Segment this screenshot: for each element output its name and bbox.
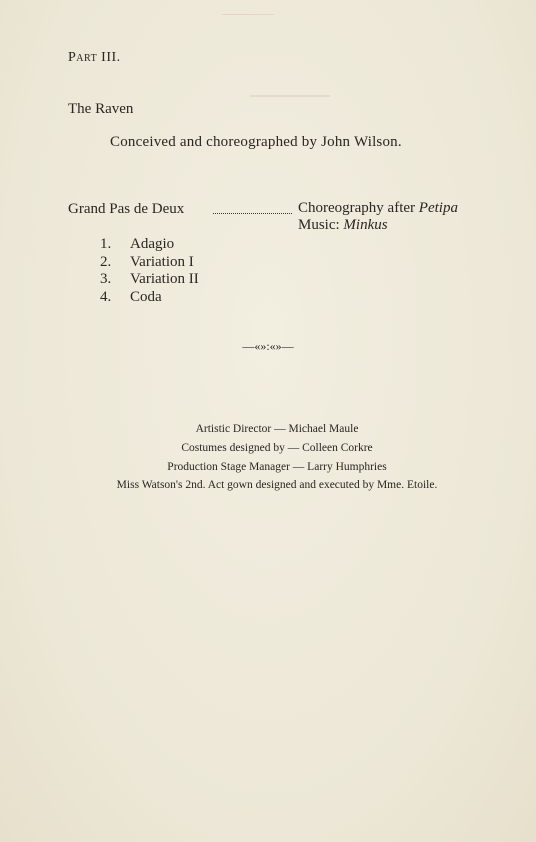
movement-name: Coda [130,288,162,305]
show-through [250,85,330,97]
work-title: The Raven [68,101,134,117]
movement-name: Variation II [130,271,199,287]
list-item [100,254,199,272]
list-item [100,271,199,289]
composer-name: Minkus [343,217,388,233]
choreography-prefix: Choreography after [298,200,419,216]
pas-de-deux-title: Grand Pas de Deux [68,201,185,217]
costumes-credit: Costumes designed by — Colleen Corkre [181,441,373,454]
choreographer-name: Petipa [418,200,458,216]
gown-credit: Miss Watson's 2nd. Act gown designed and executed by Mme. Etoile. [116,479,438,492]
list-item [100,289,199,307]
staff-credits [0,420,536,495]
movement-number: 3. [100,271,112,287]
movement-list [100,236,199,306]
part-heading: Part III. [68,50,121,65]
movement-name: Variation I [130,253,194,270]
list-item [100,236,199,254]
movement-number: 1. [100,236,112,252]
movement-number: 4. [100,288,112,305]
movement-name: Adagio [130,236,175,252]
top-mark [222,14,274,15]
choreography-credit: Conceived and choreographed by John Wilson. [110,134,402,150]
music-prefix: Music: [298,217,344,233]
movement-number: 2. [100,253,112,270]
dot-leader [213,213,292,214]
artistic-director-credit: Artistic Director — Michael Maule [195,423,359,435]
ornament-divider: —«»:«»— [242,339,294,353]
choreography-after-line [298,200,458,217]
music-line [298,217,388,234]
stage-manager-credit: Production Stage Manager — Larry Humphries [167,460,387,473]
